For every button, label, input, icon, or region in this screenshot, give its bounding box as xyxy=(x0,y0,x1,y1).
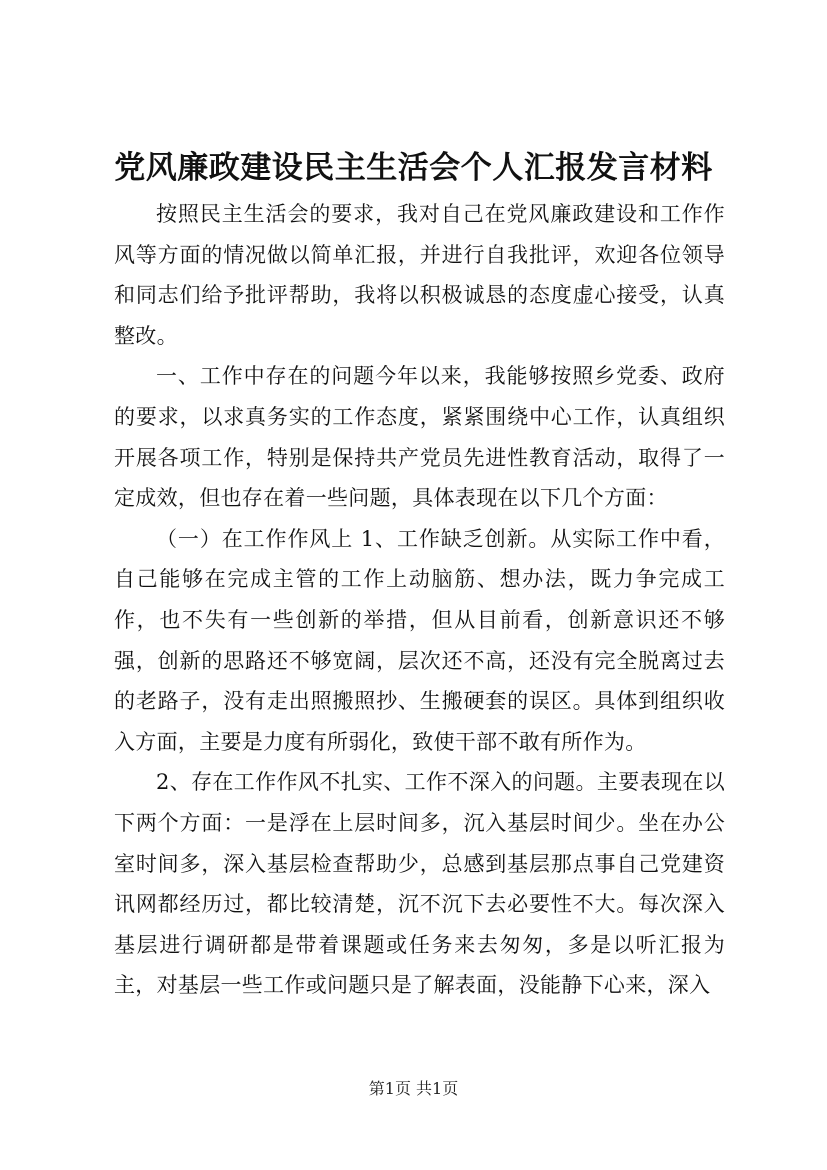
paragraph-work-style: （一）在工作作风上 1、工作缺乏创新。从实际工作中看，自己能够在完成主管的工作上动脑筋、想办法，既力争完成工作，也不失有一些创新的举措，但从目前看，创新意识还不够强，创新的思路还不够宽阔，层次还不高，还没有完全脱离过去的老路子，没有走出照搬照抄、生搬硬套的误区。具体到组织收入方面，主要是力度有所弱化，致使干部不敢有所作为。 xyxy=(114,526,725,754)
paragraph-point-two: 2、存在工作作风不扎实、工作不深入的问题。主要表现在以下两个方面：一是浮在上层时间多，沉入基层时间少。坐在办公室时间多，深入基层检查帮助少，总感到基层那点事自己党建资讯网都经历过，都比较清楚，沉不沉下去必要性不大。每次深入基层进行调研都是带着课题或任务来去匆匆，多是以听汇报为主，对基层一些工作或问题只是了解表面，没能静下心来，深入 xyxy=(114,770,725,998)
page-footer: 第1页 共1页 xyxy=(368,1079,459,1098)
paragraph-intro: 按照民主生活会的要求，我对自己在党风廉政建设和工作作风等方面的情况做以简单汇报，并进行自我批评，欢迎各位领导和同志们给予批评帮助，我将以积极诚恳的态度虚心接受，认真整改。 xyxy=(114,202,725,348)
document-body xyxy=(114,194,725,1006)
document-title: 党风廉政建设民主生活会个人汇报发言材料 xyxy=(114,150,713,186)
paragraph-section-one: 一、工作中存在的问题今年以来，我能够按照乡党委、政府的要求，以求真务实的工作态度，紧紧围绕中心工作，认真组织开展各项工作，特别是保持共产党员先进性教育活动，取得了一定成效，但也存在着一些问题，具体表现在以下几个方面： xyxy=(114,364,725,511)
